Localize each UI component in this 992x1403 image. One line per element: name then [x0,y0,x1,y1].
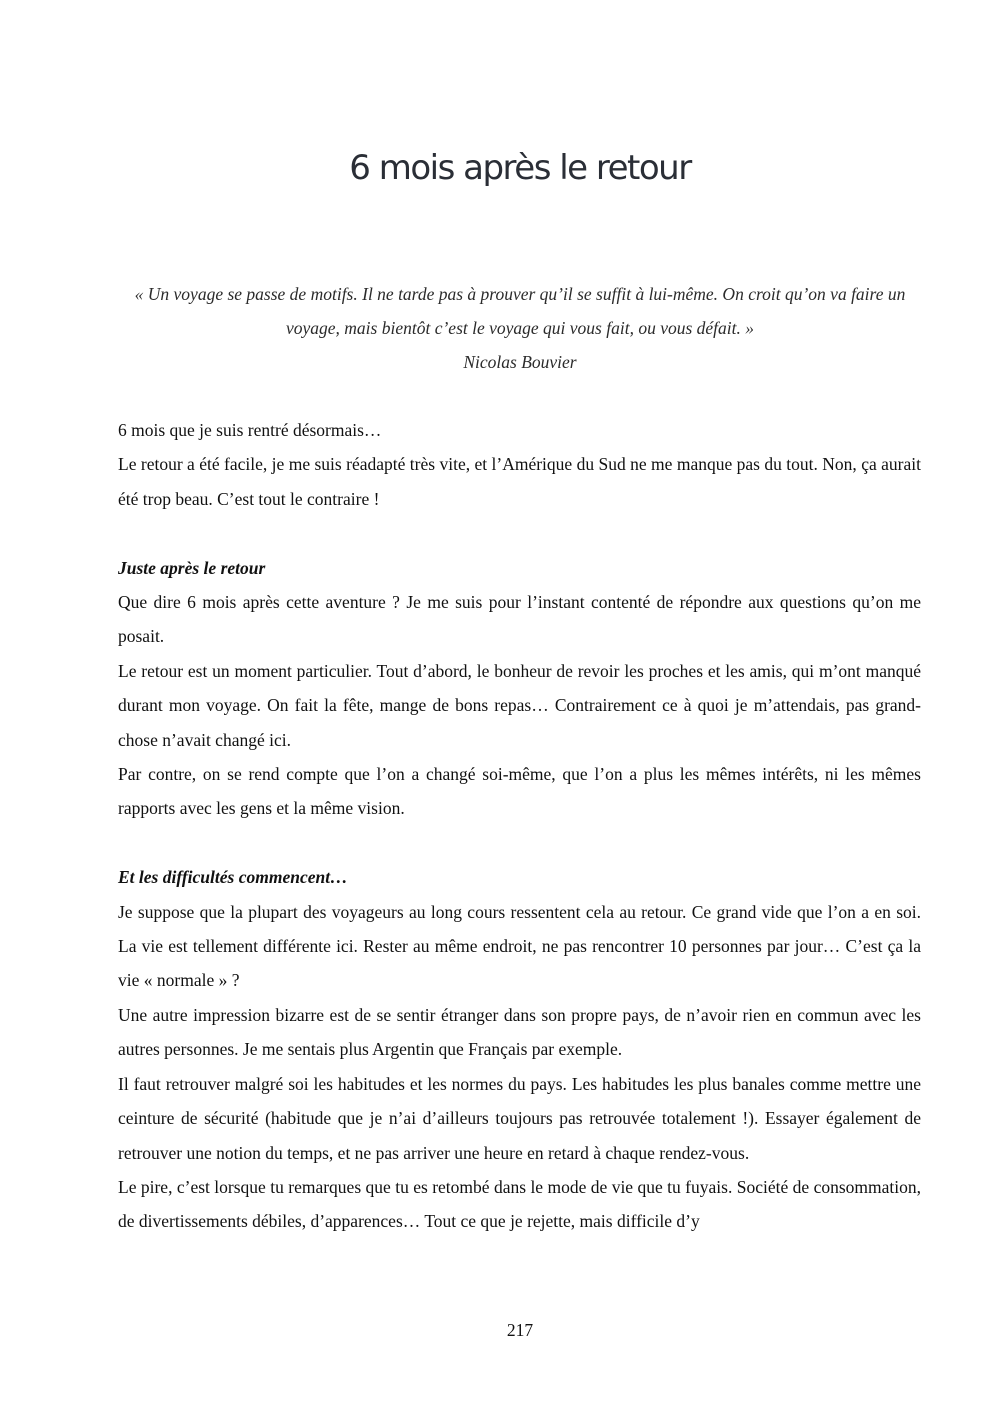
epigraph [110,277,930,379]
paragraph: Que dire 6 mois après cette aventure ? Je me suis pour l’instant contenté de répondre aux questions qu’on me posait. [118,592,921,647]
paragraph: Le retour a été facile, je me suis réadapté très vite, et l’Amérique du Sud ne me manque pas du tout. Non, ça aurait été trop beau. C’est tout le contraire ! [118,454,921,509]
paragraph: Je suppose que la plupart des voyageurs au long cours ressentent cela au retour. Ce grand vide que l’on a en soi. La vie est tellement différente ici. Rester au même endroit, ne pas rencontrer 10 personnes par jour… C’est ça la vie « normale » ? [118,901,921,991]
section-heading: Juste après le retour [118,557,266,578]
section-heading: Et les difficultés commencent… [118,867,348,888]
epigraph-author: Nicolas Bouvier [463,352,577,372]
epigraph-quote: « Un voyage se passe de motifs. Il ne tarde pas à prouver qu’il se suffit à lui-même. On croit qu’on va faire un voyage, mais bientôt c’est le voyage qui vous fait, ou vous défait. » [134,284,906,338]
paragraph: Il faut retrouver malgré soi les habitudes et les normes du pays. Les habitudes les plus banales comme mettre une ceinture de sécurité (habitude que je n’ai d’ailleurs toujours pas retrouvée totalement !). Essayer également de retrouver une notion du temps, et ne pas arriver une heure en retard à chaque rendez-vous. [118,1073,921,1163]
body-text [118,413,921,1239]
paragraph: Une autre impression bizarre est de se sentir étranger dans son propre pays, de n’avoir rien en commun avec les autres personnes. Je me sentais plus Argentin que Français par exemple. [118,1004,921,1060]
paragraph: 6 mois que je suis rentré désormais… [118,420,382,440]
spacer [118,826,921,860]
paragraph: Le retour est un moment particulier. Tout d’abord, le bonheur de revoir les proches et les amis, qui m’ont manqué durant mon voyage. On fait la fête, mange de bons repas… Contrairement ce à quoi je m’attendais, pas grand-chose n’avait changé ici. [118,660,921,750]
page-title: 6 mois après le retour [349,148,691,188]
spacer [118,516,921,550]
paragraph: Le pire, c’est lorsque tu remarques que tu es retombé dans le mode de vie que tu fuyais. Société de consommation, de divertissements débiles, d’apparences… Tout ce que je rejette, mais difficile d’y [118,1176,921,1232]
page-number: 217 [506,1320,534,1340]
paragraph: Par contre, on se rend compte que l’on a changé soi-même, que l’on a plus les mêmes intérêts, ni les mêmes rapports avec les gens et la même vision. [118,764,921,819]
